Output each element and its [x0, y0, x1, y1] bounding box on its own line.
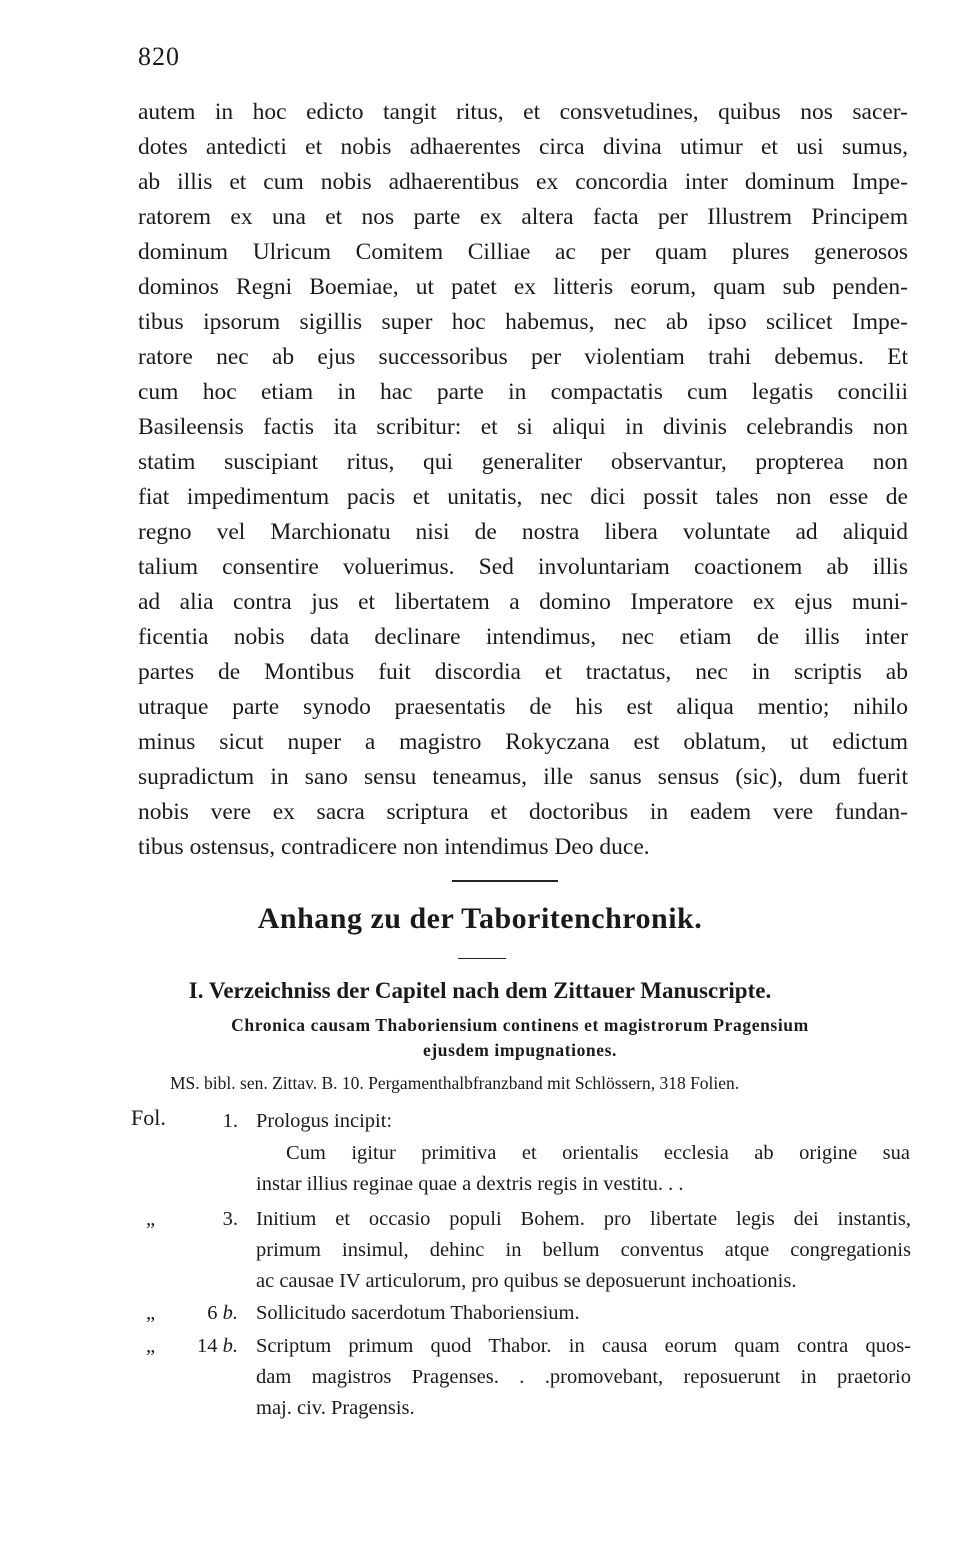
entry-text: Sollicitudo sacerdotum Thaboriensium.	[256, 1302, 580, 1324]
body-line: autem in hoc edicto tangit ritus, et consvetudines, quibus nos sacer-	[138, 99, 908, 125]
entry-text: instar illius reginae quae a dextris regis in vestitu. . .	[256, 1173, 684, 1195]
entry-text: Prologus incipit:	[256, 1110, 393, 1132]
ditto-mark: „	[146, 1302, 156, 1324]
body-line: minus sicut nuper a magistro Rokyczana est oblatum, ut edictum	[138, 729, 908, 755]
body-line: nobis vere ex sacra scriptura et doctoribus in eadem vere fundan-	[138, 799, 908, 825]
entry-folio: 1.	[222, 1110, 238, 1132]
entry-folio	[170, 1298, 238, 1328]
body-line: utraque parte synodo praesentatis de his est aliqua mentio; nihilo	[138, 694, 908, 720]
page-number: 820	[138, 42, 180, 71]
body-line: ratorem ex una et nos parte ex altera facta per Illustrem Principem	[138, 204, 908, 230]
folio-column-label: Fol.	[131, 1105, 166, 1130]
entry-folio	[170, 1331, 238, 1361]
entry-text: Cum igitur primitiva et orientalis ecclesia ab origine sua	[286, 1142, 910, 1164]
section-heading: I. Verzeichniss der Capitel nach dem Zittauer Manuscripte.	[188, 978, 772, 1003]
body-line: cum hoc etiam in hac parte in compactatis cum legatis concilii	[138, 379, 908, 405]
body-line: fiat impedimentum pacis et unitatis, nec dici possit tales non esse de	[138, 484, 908, 510]
entry-text: dam magistros Pragenses. . .promovebant, reposuerunt in praetorio	[256, 1366, 911, 1388]
body-line: supradictum in sano sensu teneamus, ille sanus sensus (sic), dum fuerit	[138, 764, 908, 790]
body-line: tibus ipsorum sigillis super hoc habemus, nec ab ipso scilicet Impe-	[138, 309, 908, 335]
body-line: ad alia contra jus et libertatem a domino Imperatore ex ejus muni-	[138, 589, 908, 615]
appendix-title: Anhang zu der Taboritenchronik.	[257, 902, 703, 935]
body-line: Basileensis factis ita scribitur: et si aliqui in divinis celebrandis non	[138, 414, 908, 440]
folio-side: b.	[222, 1335, 238, 1357]
entry-folio: 3.	[222, 1208, 238, 1230]
body-line: statim suscipiant ritus, qui generaliter observantur, propterea non	[138, 449, 908, 475]
entry-text: maj. civ. Pragensis.	[256, 1397, 415, 1419]
body-line: dotes antedicti et nobis adhaerentes circa divina utimur et usi sumus,	[138, 134, 908, 160]
body-line: dominos Regni Boemiae, ut patet ex litteris eorum, quam sub penden-	[138, 274, 908, 300]
body-line: tibus ostensus, contradicere non intendimus Deo duce.	[138, 834, 650, 860]
entry-text: primum insimul, dehinc in bellum conventus atque congregationis	[256, 1239, 911, 1261]
ditto-mark: „	[146, 1208, 156, 1230]
body-line: ratore nec ab ejus successoribus per violentiam trahi debemus. Et	[138, 344, 908, 370]
subtitle-line: Chronica causam Thaboriensium continens et magistrorum Pragensium	[231, 1015, 809, 1035]
folio-number: 14	[197, 1335, 218, 1357]
ditto-mark: „	[146, 1335, 156, 1357]
folio-side: b.	[222, 1302, 238, 1324]
manuscript-description: MS. bibl. sen. Zittav. B. 10. Pergamenthalbfranzband mit Schlössern, 318 Folien.	[170, 1073, 740, 1093]
entry-text: ac causae IV articulorum, pro quibus se deposuerunt inchoationis.	[256, 1270, 797, 1292]
separator-rule	[452, 880, 558, 882]
body-line: regno vel Marchionatu nisi de nostra libera voluntate ad aliquid	[138, 519, 908, 545]
subtitle-line: ejusdem impugnationes.	[422, 1040, 618, 1060]
body-line: partes de Montibus fuit discordia et tractatus, nec in scriptis ab	[138, 659, 908, 685]
body-line: dominum Ulricum Comitem Cilliae ac per quam plures generosos	[138, 239, 908, 265]
body-line: talium consentire voluerimus. Sed involuntariam coactionem ab illis	[138, 554, 908, 580]
entry-text: Initium et occasio populi Bohem. pro libertate legis dei instantis,	[256, 1208, 911, 1230]
separator-rule-short	[458, 958, 506, 959]
entry-text: Scriptum primum quod Thabor. in causa eorum quam contra quos-	[256, 1335, 911, 1357]
folio-number: 6	[207, 1302, 218, 1324]
body-line: ab illis et cum nobis adhaerentibus ex concordia inter dominum Impe-	[138, 169, 908, 195]
body-line: ficentia nobis data declinare intendimus, nec etiam de illis inter	[138, 624, 908, 650]
